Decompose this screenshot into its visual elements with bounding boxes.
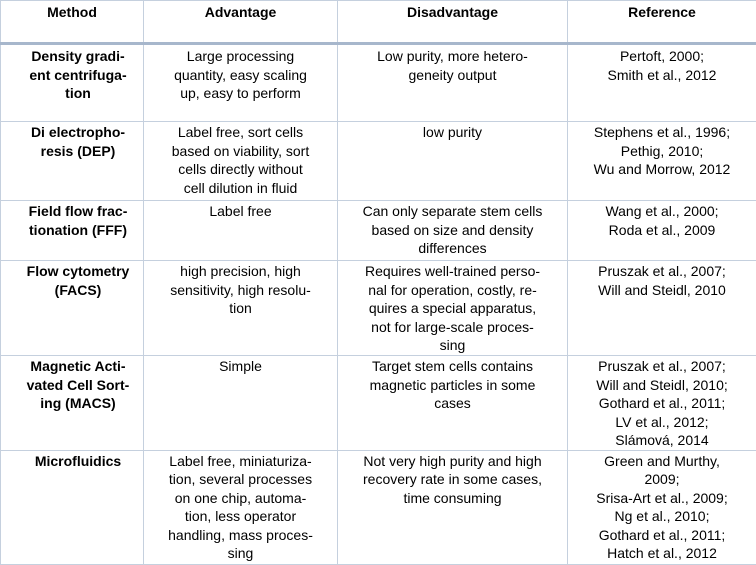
table-row (1, 201, 756, 261)
cell-advantage (144, 122, 338, 201)
cell-line: Gothard et al., 2011; (571, 526, 753, 545)
cell-line: tionation (FFF) (15, 221, 141, 240)
table-body (1, 44, 756, 565)
cell-reference (568, 122, 756, 201)
cell-reference (568, 356, 756, 451)
cell-line: Hatch et al., 2012 (571, 544, 753, 563)
cell-line: Not very high purity and high (341, 452, 564, 471)
table-row (1, 261, 756, 356)
cell-line: low purity (341, 123, 564, 142)
cell-advantage (144, 44, 338, 122)
table-row (1, 122, 756, 201)
cell-method (1, 122, 144, 201)
cell-method (1, 261, 144, 356)
cell-line: Slámová, 2014 (571, 431, 753, 450)
cell-line: up, easy to perform (147, 84, 334, 103)
cell-advantage (144, 261, 338, 356)
cell-line: quires a special apparatus, (341, 299, 564, 318)
cell-line: Wu and Morrow, 2012 (571, 160, 753, 179)
cell-line: sensitivity, high resolu- (147, 281, 334, 300)
cell-line: Microfluidics (15, 452, 141, 471)
cell-line: tion, several processes (147, 470, 334, 489)
header-advantage: Advantage (144, 1, 338, 44)
table-row (1, 356, 756, 451)
cell-line: tion (15, 84, 141, 103)
cell-line: Label free, miniaturiza- (147, 452, 334, 471)
cell-method (1, 356, 144, 451)
cell-line: (FACS) (15, 281, 141, 300)
cell-line: ing (MACS) (15, 394, 141, 413)
cell-reference (568, 44, 756, 122)
table-row (1, 450, 756, 564)
cell-line: high precision, high (147, 262, 334, 281)
cell-advantage (144, 450, 338, 564)
cell-line: Gothard et al., 2011; (571, 394, 753, 413)
cell-disadvantage (338, 450, 568, 564)
cell-disadvantage (338, 122, 568, 201)
header-disadvantage: Disadvantage (338, 1, 568, 44)
cell-line: based on size and density (341, 221, 564, 240)
cell-line: Low purity, more hetero- (341, 47, 564, 66)
cell-line: Pruszak et al., 2007; (571, 262, 753, 281)
cell-reference (568, 450, 756, 564)
cell-line: Stephens et al., 1996; (571, 123, 753, 142)
cell-reference (568, 201, 756, 261)
cell-line: on one chip, automa- (147, 489, 334, 508)
cell-line: vated Cell Sort- (15, 376, 141, 395)
header-row (1, 1, 756, 44)
cell-line: based on viability, sort (147, 142, 334, 161)
cell-line: Wang et al., 2000; (571, 202, 753, 221)
cell-method (1, 450, 144, 564)
cell-line: Large processing (147, 47, 334, 66)
header-reference: Reference (568, 1, 756, 44)
cell-line: Flow cytometry (15, 262, 141, 281)
cell-line: Pruszak et al., 2007; (571, 357, 753, 376)
cell-line: ent centrifuga- (15, 66, 141, 85)
cell-line: tion (147, 299, 334, 318)
cell-line: quantity, easy scaling (147, 66, 334, 85)
cell-method (1, 44, 144, 122)
cell-line: Smith et al., 2012 (571, 66, 753, 85)
cell-line: Requires well-trained perso- (341, 262, 564, 281)
cell-line: Roda et al., 2009 (571, 221, 753, 240)
cell-disadvantage (338, 261, 568, 356)
cell-line: Ng et al., 2010; (571, 507, 753, 526)
cell-line: Field flow frac- (15, 202, 141, 221)
cell-line: Label free, sort cells (147, 123, 334, 142)
cell-advantage (144, 201, 338, 261)
cell-line: cases (341, 394, 564, 413)
cell-line: tion, less operator (147, 507, 334, 526)
cell-line: time consuming (341, 489, 564, 508)
cell-line: geneity output (341, 66, 564, 85)
cell-line: handling, mass proces- (147, 526, 334, 545)
cell-line: Pertoft, 2000; (571, 47, 753, 66)
cell-line: Simple (147, 357, 334, 376)
cell-line: Density gradi- (15, 47, 141, 66)
cell-line: Srisa-Art et al., 2009; (571, 489, 753, 508)
cell-line: LV et al., 2012; (571, 413, 753, 432)
cell-line: Green and Murthy, (571, 452, 753, 471)
cell-line: Will and Steidl, 2010 (571, 281, 753, 300)
cell-disadvantage (338, 44, 568, 122)
cell-line: Can only separate stem cells (341, 202, 564, 221)
cell-line: magnetic particles in some (341, 376, 564, 395)
cell-line: sing (341, 336, 564, 355)
cell-line: Target stem cells contains (341, 357, 564, 376)
cell-line: Label free (147, 202, 334, 221)
cell-line: Di electropho- (15, 123, 141, 142)
cell-line: nal for operation, costly, re- (341, 281, 564, 300)
cell-line: resis (DEP) (15, 142, 141, 161)
cell-advantage (144, 356, 338, 451)
cell-disadvantage (338, 356, 568, 451)
table-row (1, 44, 756, 122)
cell-line: Pethig, 2010; (571, 142, 753, 161)
cell-line: cells directly without (147, 160, 334, 179)
cell-line: cell dilution in fluid (147, 179, 334, 198)
cell-line: recovery rate in some cases, (341, 470, 564, 489)
cell-disadvantage (338, 201, 568, 261)
cell-reference (568, 261, 756, 356)
cell-method (1, 201, 144, 261)
cell-line: sing (147, 544, 334, 563)
header-method: Method (1, 1, 144, 44)
cell-line: differences (341, 239, 564, 258)
cell-line: 2009; (571, 470, 753, 489)
cell-line: Magnetic Acti- (15, 357, 141, 376)
cell-line: not for large-scale proces- (341, 318, 564, 337)
cell-line: Will and Steidl, 2010; (571, 376, 753, 395)
